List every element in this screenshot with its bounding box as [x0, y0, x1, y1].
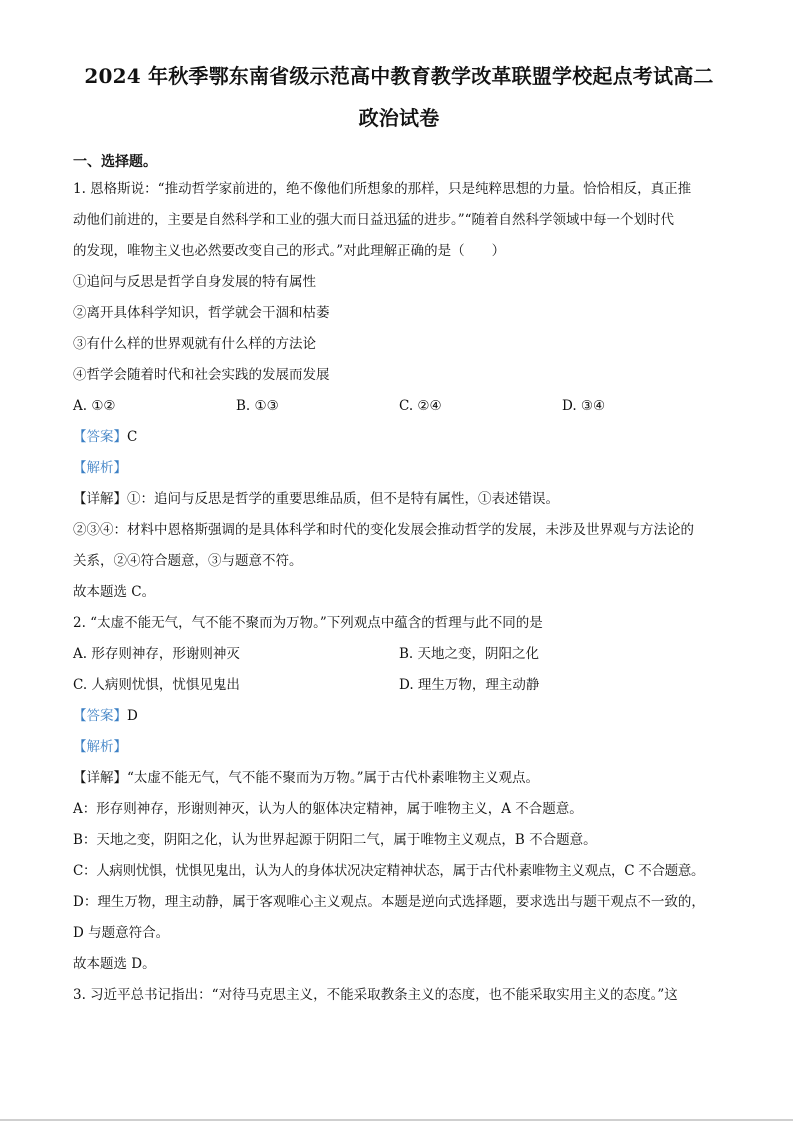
- exam-page: [73, 58, 725, 1011]
- q1-detail-text-1: ①：追问与反思是哲学的重要思维品质，但不是特有属性，①表述错误。: [127, 491, 559, 507]
- q1-option-c: C. ②④: [399, 398, 442, 414]
- q1-statement-1: ①追问与反思是哲学自身发展的特有属性: [73, 274, 316, 290]
- q1-statement-3: ③有什么样的世界观就有什么样的方法论: [73, 336, 316, 352]
- q2-option-b: B. 天地之变，阴阳之化: [399, 646, 540, 662]
- q1-stem-line3: 的发现，唯物主义也必然要改变自己的形式。”对此理解正确的是（ ）: [73, 243, 506, 259]
- q2-answer: [73, 701, 725, 732]
- q1-analysis-tag: 【解析】: [73, 460, 127, 476]
- q1-answer: [73, 422, 725, 453]
- q1-option-d: D. ③④: [562, 398, 606, 414]
- q2-stem: 2. “太虚不能无气，气不能不聚而为万物。”下列观点中蕴含的哲理与此不同的是: [73, 615, 543, 631]
- q2-options-row1: [73, 639, 725, 670]
- q2-answer-tag: 【答案】: [73, 708, 127, 724]
- q1-stem-line2: 动他们前进的，主要是自然科学和工业的强大而日益迅猛的进步。”“随着自然科学领域中每一个划时代: [73, 212, 675, 228]
- q2-detail-6: D 与题意符合。: [73, 925, 170, 941]
- page-bottom-rule: [0, 1119, 793, 1121]
- q1-detail-1: [73, 484, 725, 515]
- q2-option-d: D. 理生万物，理主动静: [399, 677, 540, 693]
- q2-detail-text-1: “太虚不能无气，气不能不聚而为万物。”属于古代朴素唯物主义观点。: [127, 770, 540, 786]
- question-2: [73, 608, 725, 980]
- question-3: [73, 980, 725, 1011]
- q2-detail-2: A：形存则神存，形谢则神灭，认为人的躯体决定精神，属于唯物主义，A 不合题意。: [73, 801, 583, 817]
- q2-answer-value: D: [127, 708, 138, 724]
- q1-options: [73, 391, 725, 422]
- q3-stem-line1: 3. 习近平总书记指出：“对待马克思主义，不能采取教条主义的态度，也不能采取实用主义的态度。”这: [73, 987, 678, 1003]
- q1-detail-2: ②③④：材料中恩格斯强调的是具体科学和时代的变化发展会推动哲学的发展，未涉及世界观与方法论的: [73, 522, 694, 538]
- q2-detail-7: 故本题选 D。: [73, 956, 156, 972]
- q1-detail-tag: 【详解】: [73, 491, 127, 507]
- q2-analysis-tag: 【解析】: [73, 739, 127, 755]
- q1-answer-value: C: [127, 429, 138, 445]
- q2-detail-tag: 【详解】: [73, 770, 127, 786]
- q2-detail-3: B：天地之变，阴阳之化，认为世界起源于阴阳二气，属于唯物主义观点，B 不合题意。: [73, 832, 597, 848]
- q1-detail-4: 故本题选 C。: [73, 584, 156, 600]
- q1-option-a: A. ①②: [73, 398, 116, 414]
- q1-statement-2: ②离开具体科学知识，哲学就会干涸和枯萎: [73, 305, 330, 321]
- exam-title-line2: 政治试卷: [358, 106, 440, 130]
- q1-answer-tag: 【答案】: [73, 429, 127, 445]
- q2-detail-1: [73, 763, 725, 794]
- q2-option-c: C. 人病则忧惧，忧惧见鬼出: [73, 677, 240, 693]
- q2-detail-4: C：人病则忧惧，忧惧见鬼出，认为人的身体状况决定精神状态，属于古代朴素唯物主义观点，C 不合题意。: [73, 863, 705, 879]
- q1-stem-line1: 1. 恩格斯说：“推动哲学家前进的，绝不像他们所想象的那样，只是纯粹思想的力量。恰恰相反，真正推: [73, 181, 692, 197]
- question-1: [73, 174, 725, 608]
- section-heading: 一、选择题。: [73, 154, 157, 170]
- q1-detail-3: 关系，②④符合题意，③与题意不符。: [73, 553, 303, 569]
- q2-options-row2: [73, 670, 725, 701]
- q2-detail-5: D：理生万物，理主动静，属于客观唯心主义观点。本题是逆向式选择题，要求选出与题干观点不一致的，: [73, 894, 705, 910]
- q1-statement-4: ④哲学会随着时代和社会实践的发展而发展: [73, 367, 330, 383]
- exam-title-line1: 2024 年秋季鄂东南省级示范高中教育教学改革联盟学校起点考试高二: [84, 64, 714, 88]
- q2-option-a: A. 形存则神存，形谢则神灭: [73, 646, 240, 662]
- q1-option-b: B. ①③: [236, 398, 279, 414]
